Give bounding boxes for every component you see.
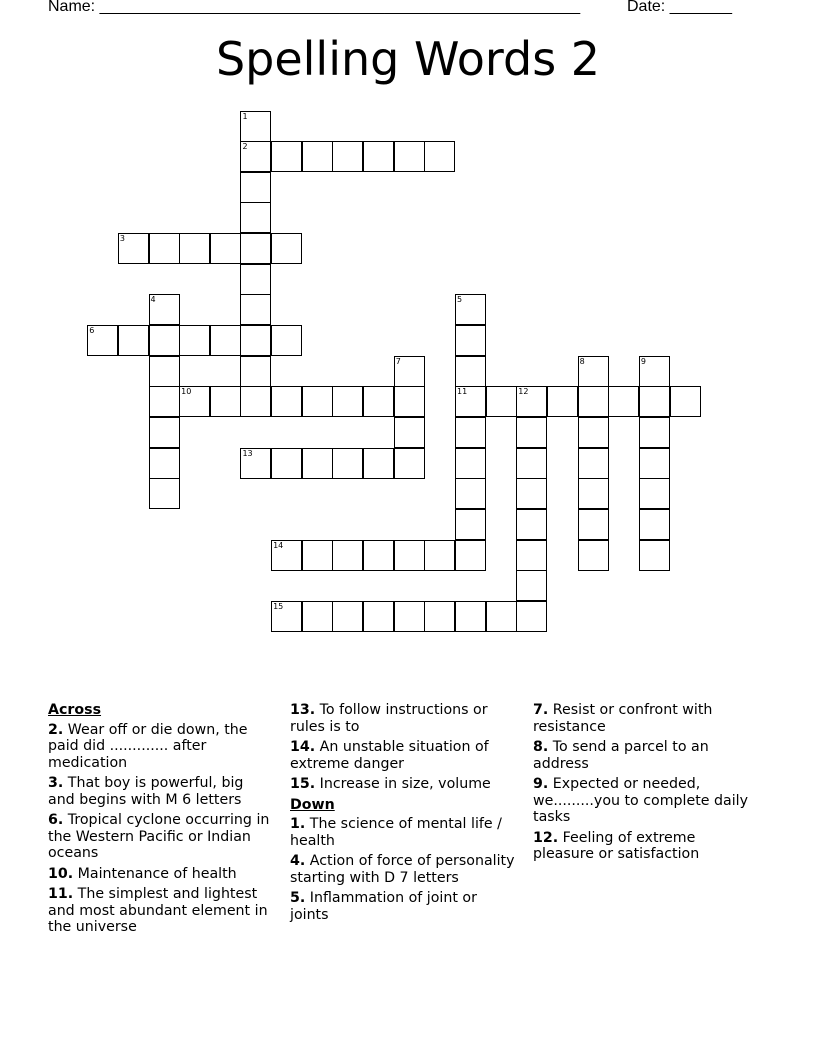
grid-cell[interactable] (394, 601, 425, 632)
clue-item-text: Inflammation of joint or joints (290, 890, 477, 923)
clue-number: 2 (242, 142, 248, 152)
grid-cell[interactable] (639, 356, 670, 387)
page-title: Spelling Words 2 (215, 32, 601, 86)
clue-item-number: 14. (290, 739, 316, 755)
grid-cell[interactable] (639, 478, 670, 509)
clue-item (533, 739, 759, 772)
clue-number: 5 (457, 295, 463, 305)
grid-cell[interactable] (516, 540, 547, 571)
grid-cell[interactable] (332, 540, 363, 571)
clue-item (290, 739, 516, 772)
grid-cell[interactable] (332, 601, 363, 632)
clue-item (533, 830, 759, 863)
clue-item (48, 775, 274, 808)
clue-item (48, 866, 274, 883)
clue-item (48, 812, 274, 862)
grid-cell[interactable] (486, 601, 517, 632)
grid-cell[interactable] (394, 540, 425, 571)
grid-cell[interactable] (240, 294, 271, 325)
grid-cell[interactable] (547, 386, 578, 417)
clue-item-number: 11. (48, 886, 74, 902)
grid-cell[interactable] (639, 509, 670, 540)
grid-cell[interactable] (240, 172, 271, 203)
grid-cell[interactable] (486, 386, 517, 417)
grid-cell[interactable] (516, 478, 547, 509)
grid-cell[interactable] (424, 601, 455, 632)
grid-cell[interactable] (455, 356, 486, 387)
grid-cell[interactable] (271, 448, 302, 479)
across-clue-list-continued (290, 702, 516, 793)
clue-item (290, 890, 516, 923)
across-clue-list (48, 722, 274, 936)
grid-cell[interactable] (455, 509, 486, 540)
grid-cell[interactable] (455, 478, 486, 509)
clue-item (48, 722, 274, 772)
grid-cell[interactable] (87, 325, 118, 356)
clue-number: 6 (89, 326, 95, 336)
grid-cell[interactable] (394, 417, 425, 448)
grid-cell[interactable] (240, 264, 271, 295)
grid-cell[interactable] (149, 356, 180, 387)
grid-cell[interactable] (271, 325, 302, 356)
grid-cell[interactable] (179, 233, 210, 264)
clue-item-number: 13. (290, 702, 316, 718)
grid-cell[interactable] (240, 202, 271, 233)
grid-cell[interactable] (240, 111, 271, 142)
grid-cell[interactable] (394, 141, 425, 172)
clue-item (290, 776, 516, 793)
grid-cell[interactable] (332, 386, 363, 417)
clue-item (533, 702, 759, 735)
grid-cell[interactable] (149, 294, 180, 325)
grid-cell[interactable] (578, 448, 609, 479)
grid-cell[interactable] (394, 448, 425, 479)
grid-cell[interactable] (271, 233, 302, 264)
clue-number: 15 (273, 601, 284, 611)
grid-cell[interactable] (424, 540, 455, 571)
grid-cell[interactable] (210, 386, 241, 417)
grid-cell[interactable] (363, 141, 394, 172)
clue-item-text: To follow instructions or rules is to (290, 702, 488, 735)
grid-cell[interactable] (516, 417, 547, 448)
grid-cell[interactable] (302, 601, 333, 632)
grid-cell[interactable] (516, 601, 547, 632)
grid-cell[interactable] (608, 386, 639, 417)
grid-cell[interactable] (363, 386, 394, 417)
grid-cell[interactable] (240, 325, 271, 356)
grid-cell[interactable] (240, 386, 271, 417)
clue-item-text: Resist or confront with resistance (533, 702, 713, 735)
grid-cell[interactable] (578, 417, 609, 448)
down-heading: Down (290, 796, 335, 813)
grid-cell[interactable] (271, 141, 302, 172)
grid-cell[interactable] (271, 540, 302, 571)
grid-cell[interactable] (118, 325, 149, 356)
clue-item-text: Maintenance of health (77, 865, 237, 882)
clue-item-text: That boy is powerful, big and begins with M 6 letters (48, 775, 244, 808)
clue-number: 9 (640, 356, 646, 366)
clue-item-number: 7. (533, 702, 549, 718)
clue-number: 11 (457, 387, 468, 397)
grid-cell[interactable] (149, 386, 180, 417)
clue-number: 4 (150, 295, 156, 305)
clue-item-number: 10. (48, 865, 74, 882)
clue-number: 14 (273, 540, 284, 550)
grid-cell[interactable] (455, 386, 486, 417)
clue-item-number: 1. (290, 816, 306, 832)
grid-cell[interactable] (394, 356, 425, 387)
grid-cell[interactable] (302, 540, 333, 571)
grid-cell[interactable] (516, 570, 547, 601)
clues-column-1 (48, 702, 274, 940)
clue-item-number: 4. (290, 853, 306, 869)
grid-cell[interactable] (455, 294, 486, 325)
grid-cell[interactable] (332, 448, 363, 479)
grid-cell[interactable] (271, 386, 302, 417)
clue-item-text: Action of force of personality starting with D 7 letters (290, 853, 515, 886)
across-heading: Across (48, 702, 102, 718)
grid-cell[interactable] (240, 448, 271, 479)
clue-item-text: Feeling of extreme pleasure or satisfaction (533, 829, 700, 862)
grid-cell[interactable] (179, 325, 210, 356)
clue-item-number: 12. (533, 829, 559, 846)
grid-cell[interactable] (639, 540, 670, 571)
grid-cell[interactable] (578, 540, 609, 571)
clue-item-number: 8. (533, 739, 549, 755)
clue-item-number: 15. (290, 776, 316, 792)
grid-cell[interactable] (210, 325, 241, 356)
clue-item-number: 3. (48, 775, 64, 791)
grid-cell[interactable] (424, 141, 455, 172)
grid-cell[interactable] (240, 233, 271, 264)
clues-column-3 (533, 702, 759, 867)
grid-cell[interactable] (302, 386, 333, 417)
grid-cell[interactable] (210, 233, 241, 264)
clues-column-2 (290, 702, 516, 927)
grid-cell[interactable] (578, 478, 609, 509)
grid-cell[interactable] (118, 233, 149, 264)
clue-number: 10 (181, 387, 192, 397)
grid-cell[interactable] (240, 356, 271, 387)
grid-cell[interactable] (363, 448, 394, 479)
grid-cell[interactable] (149, 325, 180, 356)
grid-cell[interactable] (516, 386, 547, 417)
grid-cell[interactable] (578, 509, 609, 540)
clue-item (290, 702, 516, 735)
clue-number: 1 (242, 111, 248, 121)
grid-cell[interactable] (240, 141, 271, 172)
clue-item (290, 853, 516, 886)
grid-cell[interactable] (639, 448, 670, 479)
clue-item (290, 816, 516, 849)
grid-cell[interactable] (271, 601, 302, 632)
clue-item-text: Expected or needed, we.........you to complete daily tasks (533, 776, 749, 825)
grid-cell[interactable] (639, 417, 670, 448)
grid-cell[interactable] (639, 386, 670, 417)
down-clue-list (290, 816, 516, 923)
grid-cell[interactable] (363, 540, 394, 571)
clue-number: 12 (518, 387, 529, 397)
clue-item-text: Increase in size, volume (319, 776, 491, 792)
grid-cell[interactable] (302, 448, 333, 479)
clue-item-text: Wear off or die down, the paid did ............. after medication (48, 721, 248, 771)
clue-number: 8 (579, 356, 585, 366)
clue-item-number: 6. (48, 812, 64, 828)
grid-cell[interactable] (455, 601, 486, 632)
grid-cell[interactable] (455, 417, 486, 448)
clue-item-number: 2. (48, 721, 64, 738)
grid-cell[interactable] (179, 386, 210, 417)
grid-cell[interactable] (332, 141, 363, 172)
clue-item-number: 9. (533, 776, 549, 792)
clue-item (533, 776, 759, 826)
clue-number: 13 (242, 448, 253, 458)
grid-cell[interactable] (302, 141, 333, 172)
grid-cell[interactable] (149, 233, 180, 264)
grid-cell[interactable] (455, 448, 486, 479)
grid-cell[interactable] (516, 448, 547, 479)
grid-cell[interactable] (670, 386, 701, 417)
grid-cell[interactable] (149, 417, 180, 448)
clue-item-text: To send a parcel to an address (533, 739, 709, 772)
clue-item-number: 5. (290, 890, 306, 906)
clue-item-text: The simplest and lightest and most abundant element in the universe (48, 886, 268, 935)
clue-number: 7 (395, 356, 401, 366)
grid-cell[interactable] (516, 509, 547, 540)
name-field-label[interactable]: Name: ______________________________________________________ (48, 0, 581, 15)
clue-item-text: An unstable situation of extreme danger (290, 739, 489, 772)
grid-cell[interactable] (455, 540, 486, 571)
grid-cell[interactable] (578, 356, 609, 387)
clue-item-text: Tropical cyclone occurring in the Western Pacific or Indian oceans (48, 812, 270, 861)
clue-number: 3 (119, 234, 125, 244)
grid-cell[interactable] (578, 386, 609, 417)
grid-cell[interactable] (455, 325, 486, 356)
date-field-label[interactable]: Date: _______ (627, 0, 732, 15)
grid-cell[interactable] (149, 478, 180, 509)
clue-item (48, 886, 274, 936)
clue-item-text: The science of mental life / health (290, 816, 502, 849)
grid-cell[interactable] (394, 386, 425, 417)
grid-cell[interactable] (149, 448, 180, 479)
grid-cell[interactable] (363, 601, 394, 632)
down-clue-list-continued (533, 702, 759, 863)
